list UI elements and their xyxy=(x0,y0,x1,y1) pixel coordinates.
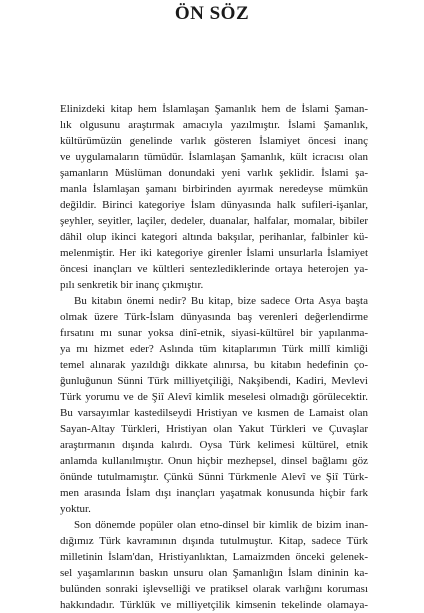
text-line: Bu varsayımlar kastedilseydi Hristiyan ve kısmen de Lamaist olan xyxy=(60,407,368,419)
text-line: dığımız Türk kavramının dışında tutulmuştur. Kitap, sadece Türk xyxy=(60,535,368,547)
text-line: anlamda kullanılmıştır. Onun hiçbir mezhepsel, dinsel bağlamı göz xyxy=(60,455,368,467)
text-line: önünde tutulmamıştır. Çünkü Sünni Türkmenle Alevî ve Şiî Türk- xyxy=(60,471,368,483)
text-line: hakkındadır. Türklük ve milliyetçilik kimsenin tekelinde olamaya- xyxy=(60,599,368,611)
text-line: Son dönemde popüler olan etno-dinsel bir kimlik de bizim inan- xyxy=(74,519,368,531)
text-line: sel yaşamlarının baskın unsuru olan Şamanlığın İslam dininin ka- xyxy=(60,567,368,579)
text-line: Sayan-Altay Türkleri, Hristiyan olan Yakut Türkleri ve Çuvaşlar xyxy=(60,423,368,435)
text-line: ya mı hizmet eder? Aslında tüm kitaplarımın Türk millî kimliği xyxy=(60,343,368,355)
text-line: şamanların Müslüman donundaki yeni varlık şeklidir. İslami şa- xyxy=(60,167,368,179)
text-line: manla İslamlaşan şamanı birbirinden ayırmak neredeyse mümkün xyxy=(60,183,368,195)
text-line: araştırmanın dışında kalırdı. Oysa Türk kelimesi kültürel, etnik xyxy=(60,439,368,451)
text-line: milletinin İslam'dan, Hristiyanlıktan, Lamaizmden önceki gelenek- xyxy=(60,551,368,563)
text-line: şeyhler, seyitler, laçiler, dedeler, duanalar, halfalar, momalar, bibiler xyxy=(60,215,368,227)
text-line: pılı senkretik bir inanç çıkmıştır. xyxy=(60,279,204,291)
text-line: fırsatını mı sunar yoksa dinî-etnik, siyasi-kültürel bir yapılanma- xyxy=(60,327,368,339)
body-text xyxy=(60,101,368,613)
text-line: Türk yorumu ve de Şiî Alevî kimlik meselesi olmadığı görülecektir. xyxy=(60,391,368,403)
text-line: öncesi inançları ve kültleri sentezlediklerinde ortaya heterojen ya- xyxy=(60,263,368,275)
text-line: Bu kitabın önemi nedir? Bu kitap, bize sadece Orta Asya başta xyxy=(74,295,368,307)
text-line: kültürümüzün genelinde varlık gösteren İslamiyet öncesi inanç xyxy=(60,135,368,147)
paragraph xyxy=(60,517,368,613)
text-line: temel alınarak yazıldığı dikkate alınırsa, bu kitabın hedefinin ço- xyxy=(60,359,368,371)
text-line: ğunluğunun Sünni Türk milliyetçiliği, Nakşibendi, Kadiri, Mevlevi xyxy=(60,375,368,387)
text-line: değildir. Birinci kategoriye İslam dünyasında halk sufileri-işanlar, xyxy=(60,199,368,211)
text-line: dâhil olup ikinci kategori altında bakşılar, perihanlar, falbinler kü- xyxy=(60,231,368,243)
paragraph xyxy=(60,101,368,293)
text-line: ve uygulamaların tümüdür. İslamlaşan Şamanlık, kült icracısı olan xyxy=(60,151,368,163)
text-line: yoktur. xyxy=(60,503,91,515)
text-line: men arasında İslam dışı inançları yaşatmak konusunda hiçbir fark xyxy=(60,487,368,499)
text-line: olmak üzere Türk-İslam dünyasında baş verenleri değerlendirme xyxy=(60,311,368,323)
text-line: bulünden sonraki işlevselliği ve pratiksel olarak varlığını koruması xyxy=(60,583,368,595)
page-title: ÖN SÖZ xyxy=(174,3,250,24)
text-line: Elinizdeki kitap hem İslamlaşan Şamanlık hem de İslami Şaman- xyxy=(60,103,368,115)
text-line: melenmiştir. Her iki kategoriye girenler İslami unsurlarla İslamiyet xyxy=(60,247,368,259)
text-line: lık olgusunu araştırmak amacıyla yazılmıştır. İslami Şamanlık, xyxy=(60,119,368,131)
paragraph xyxy=(60,293,368,517)
